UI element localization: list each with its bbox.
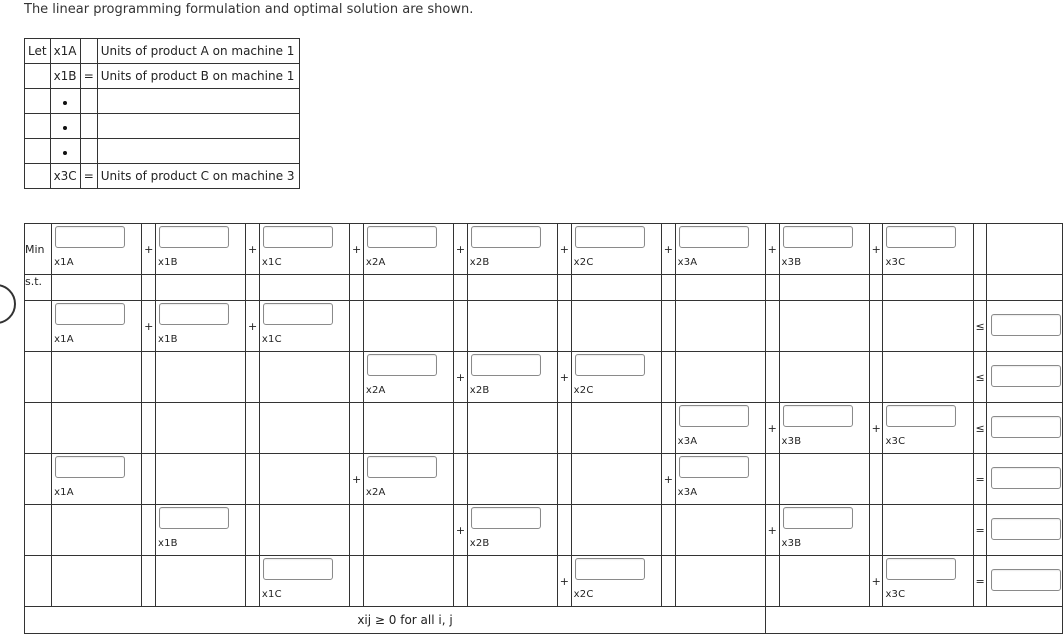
coef-input-x3A[interactable] — [679, 456, 749, 478]
plus-sign: + — [765, 505, 779, 556]
var-label: x2A — [365, 385, 386, 396]
plus-sign — [869, 352, 883, 403]
var-cell — [52, 505, 142, 556]
plus-sign — [869, 505, 883, 556]
plus-sign: + — [869, 556, 883, 607]
plus-sign — [350, 301, 364, 352]
plus-sign — [558, 454, 572, 505]
var-cell — [467, 301, 557, 352]
plus-sign: + — [558, 224, 572, 275]
var-label: x2C — [573, 589, 594, 600]
rhs-cell — [987, 556, 1063, 607]
constraint-sign: = — [973, 505, 987, 556]
intro-text: The linear programming formulation and optimal solution are shown. — [24, 2, 474, 17]
coef-input-x2C[interactable] — [575, 354, 645, 376]
var-cell — [363, 403, 453, 454]
var-label: x2C — [573, 257, 594, 268]
plus-sign — [246, 403, 260, 454]
plus-sign: + — [350, 224, 364, 275]
var-cell — [571, 352, 661, 403]
coef-input-x2A[interactable] — [367, 354, 437, 376]
var-cell — [467, 505, 557, 556]
plus-sign: + — [662, 224, 676, 275]
var-cell — [571, 556, 661, 607]
plus-sign — [869, 301, 883, 352]
plus-sign: + — [558, 352, 572, 403]
var-cell — [259, 352, 349, 403]
def-eq: = — [80, 164, 97, 189]
cell — [142, 275, 156, 301]
plus-sign — [662, 352, 676, 403]
rhs-input[interactable] — [991, 569, 1061, 591]
def-var: x1B — [50, 64, 80, 89]
constraint-sign — [973, 224, 987, 275]
rhs-input[interactable] — [991, 314, 1061, 336]
coef-input-x2B[interactable] — [471, 226, 541, 248]
plus-sign — [350, 556, 364, 607]
plus-sign — [454, 403, 468, 454]
rhs-cell — [987, 224, 1063, 275]
var-cell — [259, 505, 349, 556]
cell — [558, 275, 572, 301]
cell — [675, 275, 765, 301]
cell — [571, 275, 661, 301]
var-cell — [363, 301, 453, 352]
rhs-input[interactable] — [991, 518, 1061, 540]
def-desc: Units of product A on machine 1 — [97, 39, 299, 64]
var-cell — [883, 403, 973, 454]
coef-input-x2C[interactable] — [575, 226, 645, 248]
plus-sign — [350, 403, 364, 454]
var-cell — [52, 454, 142, 505]
var-label: x1C — [261, 334, 282, 345]
var-cell — [363, 454, 453, 505]
plus-sign — [350, 505, 364, 556]
var-cell — [883, 454, 973, 505]
var-cell — [467, 352, 557, 403]
var-cell — [52, 301, 142, 352]
var-cell — [155, 352, 245, 403]
var-label: x2A — [365, 487, 386, 498]
rhs-cell — [987, 505, 1063, 556]
var-cell — [259, 403, 349, 454]
rhs-cell — [987, 403, 1063, 454]
coef-input-x1B[interactable] — [159, 303, 229, 325]
plus-sign: + — [869, 224, 883, 275]
coef-input-x2A[interactable] — [367, 456, 437, 478]
rhs-input[interactable] — [991, 467, 1061, 489]
var-cell — [467, 556, 557, 607]
rhs-cell — [987, 454, 1063, 505]
cell — [52, 275, 142, 301]
var-label: x3A — [677, 257, 698, 268]
var-cell — [571, 301, 661, 352]
var-cell — [675, 352, 765, 403]
plus-sign — [765, 301, 779, 352]
cell — [779, 275, 869, 301]
var-cell — [467, 224, 557, 275]
plus-sign: + — [765, 224, 779, 275]
plus-sign — [662, 403, 676, 454]
definitions-table — [24, 38, 300, 189]
plus-sign — [350, 352, 364, 403]
coef-input-x3B[interactable] — [783, 226, 853, 248]
coef-input-x3A[interactable] — [679, 405, 749, 427]
var-label: x3B — [781, 257, 802, 268]
cell — [765, 275, 779, 301]
var-cell — [259, 454, 349, 505]
cell — [987, 275, 1063, 301]
var-label: x1C — [261, 589, 282, 600]
var-label: x1B — [157, 538, 178, 549]
plus-sign: + — [246, 224, 260, 275]
plus-sign — [246, 556, 260, 607]
rhs-input[interactable] — [991, 365, 1061, 387]
ellipsis-dot — [50, 89, 80, 114]
plus-sign: + — [142, 301, 156, 352]
var-cell — [52, 352, 142, 403]
def-desc: Units of product C on machine 3 — [97, 164, 299, 189]
var-cell — [155, 556, 245, 607]
coef-input-x3B[interactable] — [783, 405, 853, 427]
var-cell — [571, 454, 661, 505]
coef-input-x3A[interactable] — [679, 226, 749, 248]
var-cell — [155, 403, 245, 454]
nonnegativity-text: xij ≥ 0 for all i, j — [357, 613, 453, 627]
plus-sign — [142, 556, 156, 607]
var-cell — [571, 224, 661, 275]
var-label: x2B — [469, 538, 490, 549]
coef-input-x1B[interactable] — [159, 507, 229, 529]
cell — [662, 275, 676, 301]
var-cell — [52, 224, 142, 275]
var-cell — [779, 224, 869, 275]
var-cell — [675, 301, 765, 352]
plus-sign — [662, 301, 676, 352]
var-cell — [52, 556, 142, 607]
coef-input-x1C[interactable] — [263, 226, 333, 248]
plus-sign — [662, 556, 676, 607]
row-label — [25, 454, 52, 505]
var-cell — [779, 403, 869, 454]
var-label: x2A — [365, 257, 386, 268]
var-cell — [259, 224, 349, 275]
var-label: x3C — [885, 257, 906, 268]
ellipsis-dot — [50, 114, 80, 139]
var-cell — [675, 556, 765, 607]
var-cell — [155, 505, 245, 556]
plus-sign — [558, 505, 572, 556]
cell — [155, 275, 245, 301]
rhs-cell — [987, 301, 1063, 352]
plus-sign — [558, 301, 572, 352]
coef-input-x1A[interactable] — [55, 226, 125, 248]
var-cell — [467, 403, 557, 454]
coef-input-x3C[interactable] — [886, 226, 956, 248]
rhs-input[interactable] — [991, 416, 1061, 438]
plus-sign: + — [558, 556, 572, 607]
var-cell — [675, 224, 765, 275]
constraint-sign: ≤ — [973, 352, 987, 403]
cell — [454, 275, 468, 301]
var-cell — [571, 505, 661, 556]
def-eq — [80, 39, 97, 64]
constraint-sign: = — [973, 454, 987, 505]
var-cell — [883, 301, 973, 352]
plus-sign: + — [869, 403, 883, 454]
var-cell — [155, 301, 245, 352]
coef-input-x1C[interactable] — [263, 558, 333, 580]
var-cell — [779, 556, 869, 607]
cell — [259, 275, 349, 301]
plus-sign: + — [454, 352, 468, 403]
plus-sign — [869, 454, 883, 505]
var-label: x3A — [677, 487, 698, 498]
var-label: x3B — [781, 436, 802, 447]
var-cell — [363, 224, 453, 275]
coef-input-x2B[interactable] — [471, 354, 541, 376]
coef-input-x3C[interactable] — [886, 405, 956, 427]
plus-sign: + — [662, 454, 676, 505]
nonnegativity-constraint — [25, 607, 766, 634]
side-circle — [0, 284, 16, 324]
var-cell — [155, 224, 245, 275]
var-cell — [259, 301, 349, 352]
plus-sign — [142, 403, 156, 454]
plus-sign — [142, 454, 156, 505]
coef-input-x2C[interactable] — [575, 558, 645, 580]
min-label: Min — [25, 224, 52, 275]
var-cell — [675, 403, 765, 454]
coef-input-x1A[interactable] — [55, 303, 125, 325]
var-cell — [155, 454, 245, 505]
plus-sign — [454, 556, 468, 607]
plus-sign — [246, 454, 260, 505]
var-label: x1A — [54, 487, 74, 498]
coef-input-x3B[interactable] — [783, 507, 853, 529]
plus-sign — [142, 505, 156, 556]
var-cell — [883, 352, 973, 403]
var-cell — [779, 301, 869, 352]
var-cell — [363, 556, 453, 607]
plus-sign — [558, 403, 572, 454]
var-cell — [883, 556, 973, 607]
row-label — [25, 301, 52, 352]
var-cell — [779, 352, 869, 403]
cell — [350, 275, 364, 301]
st-label: s.t. — [25, 275, 52, 301]
row-label — [25, 352, 52, 403]
def-var: x3C — [50, 164, 80, 189]
cell — [363, 275, 453, 301]
plus-sign: + — [765, 403, 779, 454]
var-cell — [779, 454, 869, 505]
coef-input-x3C[interactable] — [886, 558, 956, 580]
var-label: x2C — [573, 385, 594, 396]
coef-input-x2A[interactable] — [367, 226, 437, 248]
row-label — [25, 403, 52, 454]
row-label — [25, 556, 52, 607]
var-cell — [363, 352, 453, 403]
var-label: x3B — [781, 538, 802, 549]
plus-sign — [454, 454, 468, 505]
var-cell — [779, 505, 869, 556]
cell — [869, 275, 883, 301]
plus-sign — [765, 352, 779, 403]
plus-sign — [454, 301, 468, 352]
def-var: x1A — [50, 39, 80, 64]
plus-sign: + — [142, 224, 156, 275]
var-label: x1C — [261, 257, 282, 268]
def-eq: = — [80, 64, 97, 89]
var-cell — [467, 454, 557, 505]
var-label: x2B — [469, 257, 490, 268]
constraint-sign: = — [973, 556, 987, 607]
plus-sign — [142, 352, 156, 403]
var-label: x3A — [677, 436, 698, 447]
coef-input-x2B[interactable] — [471, 507, 541, 529]
plus-sign — [662, 505, 676, 556]
var-cell — [363, 505, 453, 556]
constraint-sign: ≤ — [973, 403, 987, 454]
plus-sign — [246, 505, 260, 556]
var-cell — [52, 403, 142, 454]
row-label — [25, 505, 52, 556]
var-cell — [675, 454, 765, 505]
var-cell — [571, 403, 661, 454]
var-label: x1B — [157, 334, 178, 345]
coef-input-x1A[interactable] — [55, 456, 125, 478]
var-cell — [883, 224, 973, 275]
ellipsis-dot — [50, 139, 80, 164]
plus-sign — [246, 352, 260, 403]
lp-table — [24, 223, 1063, 634]
cell — [246, 275, 260, 301]
plus-sign — [765, 556, 779, 607]
var-label: x3C — [885, 436, 906, 447]
var-cell — [259, 556, 349, 607]
var-label: x1B — [157, 257, 178, 268]
plus-sign: + — [454, 505, 468, 556]
def-desc: Units of product B on machine 1 — [97, 64, 299, 89]
var-cell — [883, 505, 973, 556]
cell — [973, 275, 987, 301]
plus-sign: + — [246, 301, 260, 352]
let-label: Let — [25, 39, 51, 64]
coef-input-x1C[interactable] — [263, 303, 333, 325]
var-label: x3C — [885, 589, 906, 600]
constraint-sign: ≤ — [973, 301, 987, 352]
plus-sign: + — [454, 224, 468, 275]
rhs-cell — [987, 352, 1063, 403]
cell — [467, 275, 557, 301]
plus-sign — [765, 454, 779, 505]
coef-input-x1B[interactable] — [159, 226, 229, 248]
var-label: x1A — [54, 257, 74, 268]
plus-sign: + — [350, 454, 364, 505]
cell — [883, 275, 973, 301]
var-cell — [675, 505, 765, 556]
cell — [765, 607, 1062, 634]
var-label: x2B — [469, 385, 490, 396]
var-label: x1A — [54, 334, 74, 345]
